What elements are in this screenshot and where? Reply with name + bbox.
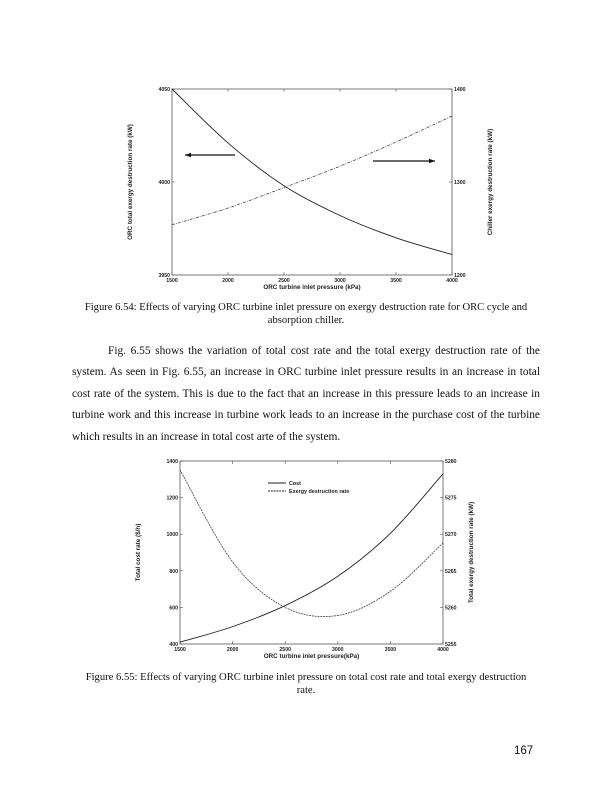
y-right-axis-label: Total exergy destruction rate (kW) (468, 501, 475, 604)
y-right-axis-label: Chiller exergy destruction rate (kW) (487, 128, 494, 236)
y-right-tick-label: 1400 (454, 87, 466, 93)
x-axis-label: ORC turbine inlet pressure (kPa) (263, 284, 361, 291)
right-axis-arrow-icon (373, 159, 435, 163)
figure-6-54-chart (120, 80, 500, 300)
x-tick-label: 4000 (446, 278, 458, 284)
x-axis-label: ORC turbine inlet pressure(kPa) (263, 653, 360, 660)
y-right-tick-label: 5265 (445, 568, 457, 575)
y-left-axis-label: Total cost rate ($/h) (135, 523, 142, 582)
y-right-tick-label: 1300 (454, 180, 466, 186)
x-tick-label: 3000 (332, 647, 344, 653)
chart-6-54-svg (120, 80, 500, 300)
paragraph-text: Fig. 6.55 shows the variation of total cost rate and the total exergy destruction rate of the system. As seen in Fig. 6.55, an increase in ORC turbine inlet pressure results in an increase in total cost rate of the system. This is due to the fact that an increase in this pressure leads to an increase in turbine work and this increase in turbine work leads to an increase in the purchase cost of the turbine which results in an increase in total cost arte of the system. (72, 345, 540, 443)
legend-entry-label: Cost (289, 481, 301, 487)
y-left-axis-label: ORC total exergy destruction rate (kW) (127, 124, 134, 240)
x-tick-label: 3000 (334, 278, 346, 284)
left-axis-arrow-icon (185, 153, 235, 157)
y-left-tick-label: 800 (169, 568, 178, 575)
legend-entry-label: Exergy destruction rate (289, 489, 350, 495)
y-left-tick-label: 3950 (158, 273, 170, 279)
page-number: 167 (514, 745, 534, 757)
chart-legend (268, 481, 349, 495)
x-tick-label: 2500 (278, 278, 290, 284)
caption-line-2: absorption chiller. (267, 314, 345, 326)
x-tick-label: 1500 (166, 278, 178, 284)
y-right-tick-label: 5255 (445, 642, 457, 648)
y-right-tick-label: 5280 (445, 459, 457, 465)
x-tick-label: 4000 (437, 647, 449, 653)
x-tick-label: 2000 (226, 647, 239, 653)
y-right-tick-label: 5275 (445, 495, 457, 502)
y-right-tick-label: 5260 (445, 605, 457, 612)
x-tick-label: 2500 (279, 647, 291, 653)
series-line-cost (180, 474, 443, 642)
figure-6-55-chart (120, 452, 500, 662)
caption-line-1: Figure 6.54: Effects of varying ORC turbine inlet pressure on exergy destruction rate for ORC cycle and (84, 302, 528, 313)
caption-line-1: Figure 6.55: Effects of varying ORC turbine inlet pressure on total cost rate and total exergy destruction (85, 672, 527, 683)
y-left-tick-label: 400 (169, 642, 178, 648)
y-left-tick-label: 600 (169, 605, 178, 612)
x-tick-label: 2000 (222, 278, 234, 284)
y-left-tick-label: 4050 (158, 87, 170, 93)
x-tick-label: 1500 (174, 647, 186, 653)
figure-6-54-caption (60, 302, 552, 327)
y-left-tick-label: 1200 (166, 495, 178, 502)
chart-6-55-svg (120, 452, 500, 662)
x-tick-label: 3500 (390, 278, 402, 284)
y-right-tick-label: 5270 (445, 532, 457, 539)
y-left-tick-label: 1000 (166, 532, 178, 539)
figure-6-55-caption (60, 672, 552, 697)
caption-line-2: rate. (296, 684, 316, 696)
y-right-tick-label: 1200 (454, 273, 466, 279)
y-left-tick-label: 1400 (166, 459, 178, 465)
plot-frame (172, 89, 452, 275)
body-paragraph (72, 341, 540, 448)
x-tick-label: 3500 (384, 647, 397, 653)
series-line-chiller-exergy-destruction-rate (172, 116, 452, 225)
series-line-orc-total-exergy-destruction-rate (172, 89, 452, 255)
y-left-tick-label: 4000 (158, 180, 170, 186)
